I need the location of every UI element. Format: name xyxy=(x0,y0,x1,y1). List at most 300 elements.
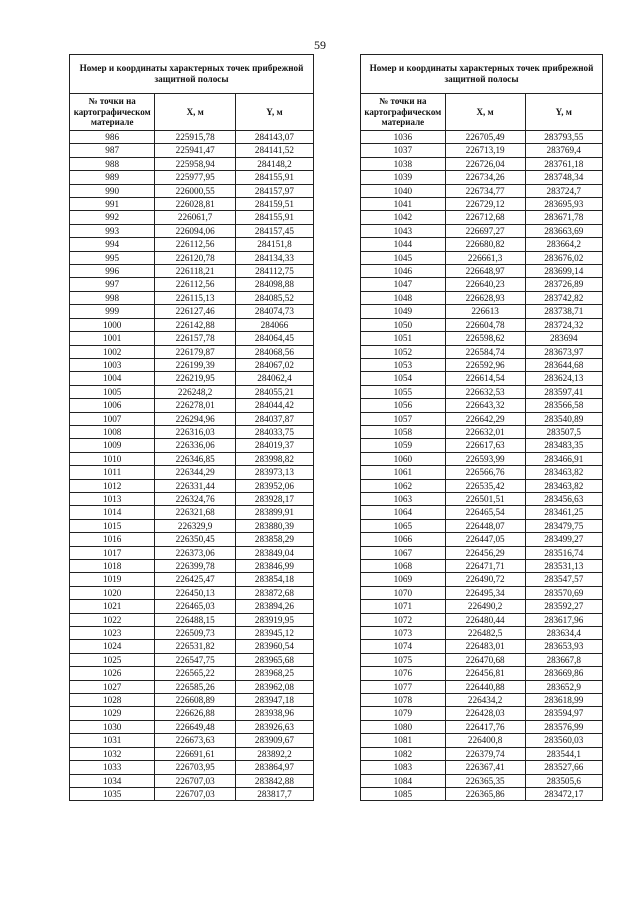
table-row xyxy=(361,546,603,559)
table-row xyxy=(361,372,603,385)
cell-point-number: 1071 xyxy=(361,600,446,613)
cell-point-number: 1045 xyxy=(361,251,446,264)
cell-point-number: 987 xyxy=(70,144,155,157)
column-header-point: № точки на картографическом материале xyxy=(361,94,446,131)
table-row xyxy=(70,586,314,599)
cell-y: 283540,89 xyxy=(525,412,602,425)
table-row xyxy=(70,787,314,800)
cell-point-number: 991 xyxy=(70,198,155,211)
cell-y: 284044,42 xyxy=(235,399,313,412)
table-row xyxy=(70,144,314,157)
cell-point-number: 1034 xyxy=(70,774,155,787)
cell-y: 283676,02 xyxy=(525,251,602,264)
cell-x: 226729,12 xyxy=(445,198,525,211)
cell-x: 226324,76 xyxy=(155,492,236,505)
cell-x: 226448,07 xyxy=(445,519,525,532)
cell-y: 283566,58 xyxy=(525,399,602,412)
table-row xyxy=(361,385,603,398)
table-row xyxy=(361,305,603,318)
cell-x: 226628,93 xyxy=(445,291,525,304)
table-row xyxy=(361,627,603,640)
cell-x: 226705,49 xyxy=(445,131,525,144)
table-row xyxy=(361,492,603,505)
cell-x: 226640,23 xyxy=(445,278,525,291)
cell-x: 226509,73 xyxy=(155,627,236,640)
cell-x: 226000,55 xyxy=(155,184,236,197)
cell-x: 226734,77 xyxy=(445,184,525,197)
cell-point-number: 1059 xyxy=(361,439,446,452)
cell-x: 226440,88 xyxy=(445,680,525,693)
cell-y: 283899,91 xyxy=(235,506,313,519)
column-header-point: № точки на картографическом материале xyxy=(70,94,155,131)
table-row xyxy=(70,452,314,465)
cell-y: 283817,7 xyxy=(235,787,313,800)
table-row xyxy=(361,265,603,278)
cell-y: 283479,75 xyxy=(525,519,602,532)
cell-y: 283673,97 xyxy=(525,345,602,358)
cell-y: 283947,18 xyxy=(235,694,313,707)
table-row xyxy=(70,774,314,787)
cell-x: 226456,81 xyxy=(445,667,525,680)
cell-y: 283952,06 xyxy=(235,479,313,492)
column-header-y: Y, м xyxy=(235,94,313,131)
cell-x: 226703,95 xyxy=(155,761,236,774)
table-row xyxy=(361,787,603,800)
cell-point-number: 1019 xyxy=(70,573,155,586)
table-row xyxy=(361,131,603,144)
cell-point-number: 1047 xyxy=(361,278,446,291)
cell-y: 283998,82 xyxy=(235,452,313,465)
cell-x: 226712,68 xyxy=(445,211,525,224)
cell-point-number: 995 xyxy=(70,251,155,264)
cell-y: 283505,6 xyxy=(525,774,602,787)
cell-point-number: 1056 xyxy=(361,399,446,412)
cell-point-number: 1038 xyxy=(361,157,446,170)
cell-point-number: 1032 xyxy=(70,747,155,760)
cell-point-number: 1051 xyxy=(361,332,446,345)
table-row xyxy=(70,278,314,291)
table-row xyxy=(70,412,314,425)
table-row xyxy=(70,600,314,613)
cell-point-number: 1077 xyxy=(361,680,446,693)
cell-y: 284112,75 xyxy=(235,265,313,278)
cell-y: 284148,2 xyxy=(235,157,313,170)
cell-y: 283880,39 xyxy=(235,519,313,532)
cell-x: 226584,74 xyxy=(445,345,525,358)
cell-point-number: 1031 xyxy=(70,734,155,747)
cell-y: 284055,21 xyxy=(235,385,313,398)
cell-y: 284074,73 xyxy=(235,305,313,318)
cell-point-number: 1042 xyxy=(361,211,446,224)
table-row xyxy=(70,627,314,640)
cell-y: 283531,13 xyxy=(525,560,602,573)
table-row xyxy=(70,251,314,264)
cell-y: 283960,54 xyxy=(235,640,313,653)
cell-point-number: 1058 xyxy=(361,425,446,438)
cell-x: 226495,34 xyxy=(445,586,525,599)
cell-point-number: 1074 xyxy=(361,640,446,653)
cell-y: 284062,4 xyxy=(235,372,313,385)
cell-point-number: 1057 xyxy=(361,412,446,425)
cell-x: 226061,7 xyxy=(155,211,236,224)
cell-point-number: 1018 xyxy=(70,560,155,573)
cell-x: 226643,32 xyxy=(445,399,525,412)
cell-point-number: 1021 xyxy=(70,600,155,613)
table-row xyxy=(70,533,314,546)
cell-point-number: 1008 xyxy=(70,425,155,438)
table-row xyxy=(70,492,314,505)
cell-point-number: 1011 xyxy=(70,466,155,479)
cell-y: 283507,5 xyxy=(525,425,602,438)
cell-x: 226713,19 xyxy=(445,144,525,157)
cell-y: 283652,9 xyxy=(525,680,602,693)
cell-point-number: 1073 xyxy=(361,627,446,640)
cell-x: 226585,26 xyxy=(155,680,236,693)
table-row xyxy=(361,680,603,693)
table-row xyxy=(70,653,314,666)
cell-y: 283527,66 xyxy=(525,761,602,774)
cell-y: 283965,68 xyxy=(235,653,313,666)
cell-point-number: 1061 xyxy=(361,466,446,479)
cell-y: 284064,45 xyxy=(235,332,313,345)
cell-point-number: 986 xyxy=(70,131,155,144)
cell-y: 283919,95 xyxy=(235,613,313,626)
cell-x: 226471,71 xyxy=(445,560,525,573)
table-row xyxy=(361,358,603,371)
cell-point-number: 1027 xyxy=(70,680,155,693)
table-row xyxy=(70,734,314,747)
cell-y: 284068,56 xyxy=(235,345,313,358)
column-header-x: X, м xyxy=(445,94,525,131)
table-row xyxy=(70,680,314,693)
table-row xyxy=(361,707,603,720)
table-row xyxy=(70,198,314,211)
table-row xyxy=(70,439,314,452)
cell-y: 283909,67 xyxy=(235,734,313,747)
table-row xyxy=(361,198,603,211)
cell-x: 226617,63 xyxy=(445,439,525,452)
cell-y: 283597,41 xyxy=(525,385,602,398)
table-row xyxy=(70,131,314,144)
cell-point-number: 1028 xyxy=(70,694,155,707)
cell-point-number: 1029 xyxy=(70,707,155,720)
table-row xyxy=(361,318,603,331)
cell-y: 283761,18 xyxy=(525,157,602,170)
cell-y: 283644,68 xyxy=(525,358,602,371)
cell-y: 284157,97 xyxy=(235,184,313,197)
cell-y: 283748,34 xyxy=(525,171,602,184)
cell-point-number: 1022 xyxy=(70,613,155,626)
cell-x: 226179,87 xyxy=(155,345,236,358)
table-row xyxy=(361,479,603,492)
cell-x: 226118,21 xyxy=(155,265,236,278)
table-row xyxy=(70,560,314,573)
cell-y: 283483,35 xyxy=(525,439,602,452)
cell-point-number: 1004 xyxy=(70,372,155,385)
table-row xyxy=(70,345,314,358)
cell-point-number: 1003 xyxy=(70,358,155,371)
cell-point-number: 993 xyxy=(70,224,155,237)
cell-point-number: 1054 xyxy=(361,372,446,385)
table-row xyxy=(70,318,314,331)
cell-point-number: 1060 xyxy=(361,452,446,465)
cell-point-number: 1041 xyxy=(361,198,446,211)
cell-y: 284141,52 xyxy=(235,144,313,157)
table-row xyxy=(70,358,314,371)
table-row xyxy=(361,171,603,184)
cell-y: 283938,96 xyxy=(235,707,313,720)
cell-x: 226566,76 xyxy=(445,466,525,479)
cell-x: 226465,54 xyxy=(445,506,525,519)
cell-x: 226365,86 xyxy=(445,787,525,800)
cell-y: 284134,33 xyxy=(235,251,313,264)
cell-point-number: 1033 xyxy=(70,761,155,774)
cell-x: 226321,68 xyxy=(155,506,236,519)
table-row xyxy=(361,506,603,519)
cell-y: 283724,32 xyxy=(525,318,602,331)
table-row xyxy=(70,479,314,492)
cell-y: 283516,74 xyxy=(525,546,602,559)
cell-point-number: 1067 xyxy=(361,546,446,559)
cell-point-number: 1076 xyxy=(361,667,446,680)
table-row xyxy=(70,546,314,559)
coordinates-table-left xyxy=(69,54,314,801)
cell-point-number: 1066 xyxy=(361,533,446,546)
table-row xyxy=(70,640,314,653)
cell-point-number: 1039 xyxy=(361,171,446,184)
cell-x: 226483,01 xyxy=(445,640,525,653)
cell-x: 226535,42 xyxy=(445,479,525,492)
table-row xyxy=(361,399,603,412)
cell-y: 283928,17 xyxy=(235,492,313,505)
cell-x: 226399,78 xyxy=(155,560,236,573)
cell-y: 283618,99 xyxy=(525,694,602,707)
cell-y: 284066 xyxy=(235,318,313,331)
cell-x: 226531,82 xyxy=(155,640,236,653)
table-row xyxy=(70,332,314,345)
table-row xyxy=(361,734,603,747)
cell-x: 226447,05 xyxy=(445,533,525,546)
cell-point-number: 1064 xyxy=(361,506,446,519)
cell-point-number: 1085 xyxy=(361,787,446,800)
cell-point-number: 1001 xyxy=(70,332,155,345)
cell-y: 283547,57 xyxy=(525,573,602,586)
cell-y: 283570,69 xyxy=(525,586,602,599)
cell-y: 283738,71 xyxy=(525,305,602,318)
cell-y: 283968,25 xyxy=(235,667,313,680)
table-row xyxy=(70,466,314,479)
cell-x: 226626,88 xyxy=(155,707,236,720)
cell-y: 283499,27 xyxy=(525,533,602,546)
cell-y: 283594,97 xyxy=(525,707,602,720)
cell-y: 283664,2 xyxy=(525,238,602,251)
cell-x: 226112,56 xyxy=(155,278,236,291)
cell-point-number: 998 xyxy=(70,291,155,304)
cell-x: 226278,01 xyxy=(155,399,236,412)
cell-y: 284098,88 xyxy=(235,278,313,291)
cell-x: 226028,81 xyxy=(155,198,236,211)
cell-point-number: 1009 xyxy=(70,439,155,452)
cell-x: 226482,5 xyxy=(445,627,525,640)
cell-x: 226673,63 xyxy=(155,734,236,747)
cell-x: 226697,27 xyxy=(445,224,525,237)
table-row xyxy=(361,613,603,626)
cell-y: 283463,82 xyxy=(525,466,602,479)
cell-point-number: 1005 xyxy=(70,385,155,398)
cell-x: 226726,04 xyxy=(445,157,525,170)
cell-point-number: 1080 xyxy=(361,720,446,733)
table-row xyxy=(361,452,603,465)
cell-x: 226425,47 xyxy=(155,573,236,586)
cell-x: 226400,8 xyxy=(445,734,525,747)
cell-y: 283769,4 xyxy=(525,144,602,157)
cell-point-number: 1082 xyxy=(361,747,446,760)
table-row xyxy=(361,586,603,599)
cell-point-number: 1044 xyxy=(361,238,446,251)
cell-x: 226707,03 xyxy=(155,787,236,800)
cell-point-number: 1000 xyxy=(70,318,155,331)
table-row xyxy=(70,171,314,184)
cell-point-number: 1052 xyxy=(361,345,446,358)
cell-x: 226350,45 xyxy=(155,533,236,546)
cell-x: 226501,51 xyxy=(445,492,525,505)
cell-point-number: 1078 xyxy=(361,694,446,707)
cell-point-number: 1070 xyxy=(361,586,446,599)
cell-x: 226219,95 xyxy=(155,372,236,385)
cell-point-number: 1026 xyxy=(70,667,155,680)
cell-point-number: 1013 xyxy=(70,492,155,505)
cell-point-number: 1006 xyxy=(70,399,155,412)
cell-x: 226614,54 xyxy=(445,372,525,385)
table-row xyxy=(361,653,603,666)
cell-x: 226598,62 xyxy=(445,332,525,345)
cell-y: 283456,63 xyxy=(525,492,602,505)
table-row xyxy=(361,425,603,438)
table-row xyxy=(70,425,314,438)
cell-point-number: 1024 xyxy=(70,640,155,653)
table-row xyxy=(361,291,603,304)
cell-x: 226367,41 xyxy=(445,761,525,774)
cell-point-number: 999 xyxy=(70,305,155,318)
cell-x: 226248,2 xyxy=(155,385,236,398)
cell-y: 283699,14 xyxy=(525,265,602,278)
cell-y: 283849,04 xyxy=(235,546,313,559)
table-row xyxy=(361,573,603,586)
cell-y: 284143,07 xyxy=(235,131,313,144)
cell-point-number: 1007 xyxy=(70,412,155,425)
table-row xyxy=(70,506,314,519)
cell-x: 226691,61 xyxy=(155,747,236,760)
cell-x: 226094,06 xyxy=(155,224,236,237)
cell-x: 226680,82 xyxy=(445,238,525,251)
cell-y: 283472,17 xyxy=(525,787,602,800)
cell-y: 284019,37 xyxy=(235,439,313,452)
cell-x: 226707,03 xyxy=(155,774,236,787)
cell-y: 283846,99 xyxy=(235,560,313,573)
cell-x: 226488,15 xyxy=(155,613,236,626)
cell-y: 284159,51 xyxy=(235,198,313,211)
cell-x: 226632,01 xyxy=(445,425,525,438)
table-row xyxy=(361,761,603,774)
cell-x: 226604,78 xyxy=(445,318,525,331)
cell-y: 284067,02 xyxy=(235,358,313,371)
cell-x: 226294,96 xyxy=(155,412,236,425)
cell-x: 226417,76 xyxy=(445,720,525,733)
table-row xyxy=(361,144,603,157)
table-row xyxy=(70,238,314,251)
cell-x: 226734,26 xyxy=(445,171,525,184)
cell-point-number: 1023 xyxy=(70,627,155,640)
cell-point-number: 1002 xyxy=(70,345,155,358)
cell-x: 226490,72 xyxy=(445,573,525,586)
cell-x: 226316,03 xyxy=(155,425,236,438)
table-row xyxy=(361,412,603,425)
cell-y: 283653,93 xyxy=(525,640,602,653)
table-row xyxy=(361,667,603,680)
cell-y: 283624,13 xyxy=(525,372,602,385)
table-row xyxy=(361,747,603,760)
cell-y: 283671,78 xyxy=(525,211,602,224)
cell-y: 284033,75 xyxy=(235,425,313,438)
cell-point-number: 1025 xyxy=(70,653,155,666)
cell-x: 225915,78 xyxy=(155,131,236,144)
cell-x: 226331,44 xyxy=(155,479,236,492)
cell-y: 283872,68 xyxy=(235,586,313,599)
cell-point-number: 1010 xyxy=(70,452,155,465)
cell-x: 226142,88 xyxy=(155,318,236,331)
cell-x: 226565,22 xyxy=(155,667,236,680)
cell-point-number: 1020 xyxy=(70,586,155,599)
cell-x: 226120,78 xyxy=(155,251,236,264)
cell-x: 226434,2 xyxy=(445,694,525,707)
cell-x: 226336,06 xyxy=(155,439,236,452)
cell-x: 226661,3 xyxy=(445,251,525,264)
table-title: Номер и координаты характерных точек прибрежной защитной полосы xyxy=(70,55,314,94)
cell-point-number: 988 xyxy=(70,157,155,170)
table-row xyxy=(361,184,603,197)
cell-point-number: 1084 xyxy=(361,774,446,787)
cell-y: 284151,8 xyxy=(235,238,313,251)
cell-y: 283793,55 xyxy=(525,131,602,144)
cell-point-number: 1015 xyxy=(70,519,155,532)
cell-y: 283973,13 xyxy=(235,466,313,479)
cell-x: 226480,44 xyxy=(445,613,525,626)
cell-x: 226157,78 xyxy=(155,332,236,345)
cell-x: 226373,06 xyxy=(155,546,236,559)
cell-x: 225958,94 xyxy=(155,157,236,170)
cell-x: 226428,03 xyxy=(445,707,525,720)
cell-y: 283576,99 xyxy=(525,720,602,733)
table-row xyxy=(361,278,603,291)
table-row xyxy=(361,439,603,452)
table-row xyxy=(361,560,603,573)
cell-y: 284157,45 xyxy=(235,224,313,237)
cell-y: 283663,69 xyxy=(525,224,602,237)
table-row xyxy=(361,720,603,733)
cell-point-number: 1079 xyxy=(361,707,446,720)
cell-y: 283695,93 xyxy=(525,198,602,211)
cell-y: 283694 xyxy=(525,332,602,345)
cell-x: 226329,9 xyxy=(155,519,236,532)
cell-point-number: 1050 xyxy=(361,318,446,331)
table-row xyxy=(70,211,314,224)
cell-y: 283669,86 xyxy=(525,667,602,680)
table-row xyxy=(70,761,314,774)
cell-point-number: 989 xyxy=(70,171,155,184)
table-row xyxy=(361,533,603,546)
table-row xyxy=(70,372,314,385)
cell-point-number: 1068 xyxy=(361,560,446,573)
